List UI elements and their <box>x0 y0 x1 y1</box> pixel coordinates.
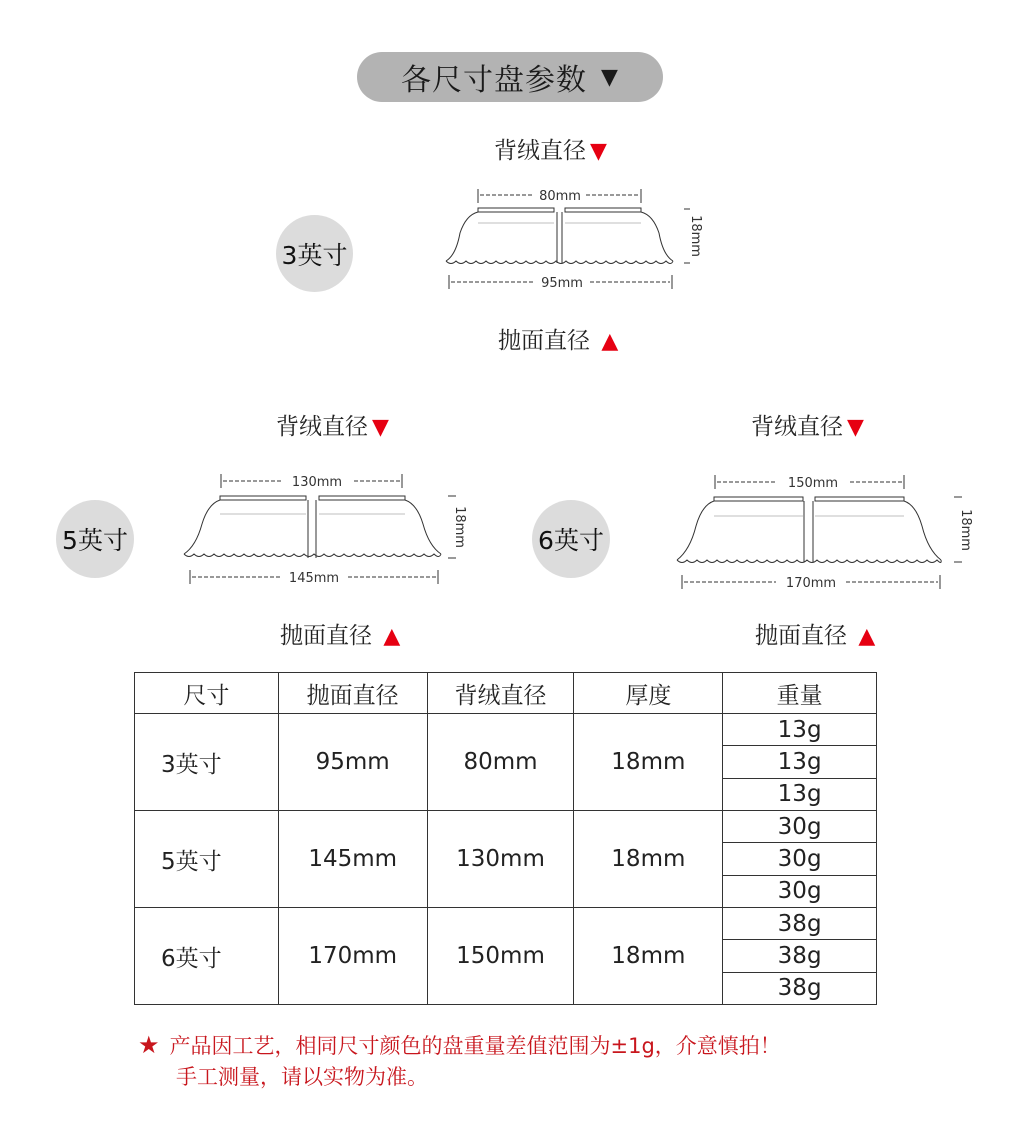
size-badge-5 <box>56 500 134 578</box>
weight-value: 30g <box>777 878 822 905</box>
header-face: 抛面直径 <box>278 673 427 714</box>
header-thickness: 厚度 <box>574 673 723 714</box>
spec-table <box>134 672 877 1005</box>
table-row <box>135 714 877 811</box>
cell-back: 130mm <box>427 811 574 908</box>
weight-value: 38g <box>777 975 822 1002</box>
down-triangle-icon: ▼ <box>847 415 864 440</box>
weight-value: 30g <box>723 843 876 875</box>
back-diameter-text: 背绒直径 <box>494 138 586 164</box>
weight-value: 38g <box>723 940 876 972</box>
size-badge-3 <box>276 215 353 292</box>
cell-weights <box>723 714 877 811</box>
weight-value: 13g <box>723 746 876 778</box>
face-diameter-text: 抛面直径 <box>755 623 847 649</box>
cell-size: 6英寸 <box>135 908 279 1005</box>
cell-size: 3英寸 <box>135 714 279 811</box>
back-diameter-label-3 <box>494 132 607 165</box>
header-back: 背绒直径 <box>427 673 574 714</box>
back-diameter-label-5 <box>276 408 389 441</box>
face-diameter-label-5 <box>280 617 400 650</box>
section-title <box>357 52 663 102</box>
cell-face: 170mm <box>278 908 427 1005</box>
size-badge-6 <box>532 500 610 578</box>
table-row <box>135 811 877 908</box>
weight-value: 13g <box>777 781 822 808</box>
weight-value: 13g <box>723 714 876 746</box>
face-diameter-text: 抛面直径 <box>280 623 372 649</box>
weight-value: 30g <box>723 811 876 843</box>
dish-diagram-3 <box>438 183 703 293</box>
note-line-1: 产品因工艺，相同尺寸颜色的盘重量差值范围为±1g，介意慎拍！ <box>169 1034 781 1058</box>
cell-thickness: 18mm <box>574 811 723 908</box>
note-line-2: 手工测量，请以实物为准。 <box>176 1065 428 1089</box>
table-header-row <box>135 673 877 714</box>
cell-face: 95mm <box>278 714 427 811</box>
cell-face: 145mm <box>278 811 427 908</box>
cell-weights <box>723 811 877 908</box>
face-diameter-label-3 <box>498 322 618 355</box>
star-icon: ★ <box>138 1031 160 1059</box>
table-row <box>135 908 877 1005</box>
cell-back: 80mm <box>427 714 574 811</box>
dish-diagram-6 <box>672 470 972 595</box>
size-badge-text: 3英寸 <box>281 240 348 270</box>
dim-top-6: 150mm <box>787 476 839 491</box>
cell-thickness: 18mm <box>574 908 723 1005</box>
up-triangle-icon: ▲ <box>383 624 401 649</box>
dim-top-5: 130mm <box>291 475 343 490</box>
dim-bottom-5: 145mm <box>288 571 340 586</box>
dim-height-6: 18mm <box>958 509 973 551</box>
weight-value: 38g <box>723 908 876 940</box>
up-triangle-icon: ▲ <box>601 329 619 354</box>
back-diameter-text: 背绒直径 <box>751 414 843 440</box>
dish-diagram-5 <box>180 470 470 590</box>
cell-size: 5英寸 <box>135 811 279 908</box>
size-badge-text: 5英寸 <box>62 526 128 555</box>
dim-height-5: 18mm <box>452 506 467 548</box>
face-diameter-label-6 <box>755 617 875 650</box>
dim-bottom-3: 95mm <box>541 276 583 291</box>
title-arrow-icon: ▼ <box>601 64 619 90</box>
up-triangle-icon: ▲ <box>858 624 876 649</box>
dim-top-3: 80mm <box>539 189 581 204</box>
size-badge-text: 6英寸 <box>538 526 604 555</box>
back-diameter-label-6 <box>751 408 864 441</box>
header-size: 尺寸 <box>135 673 279 714</box>
disclaimer-note <box>138 1030 781 1093</box>
down-triangle-icon: ▼ <box>372 415 389 440</box>
cell-thickness: 18mm <box>574 714 723 811</box>
section-title-text: 各尺寸盘参数 <box>401 63 588 98</box>
dim-bottom-6: 170mm <box>785 576 837 591</box>
cell-back: 150mm <box>427 908 574 1005</box>
header-weight: 重量 <box>723 673 877 714</box>
face-diameter-text: 抛面直径 <box>498 328 590 354</box>
back-diameter-text: 背绒直径 <box>276 414 368 440</box>
cell-weights <box>723 908 877 1005</box>
dim-height-3: 18mm <box>688 215 703 257</box>
down-triangle-icon: ▼ <box>590 139 607 164</box>
